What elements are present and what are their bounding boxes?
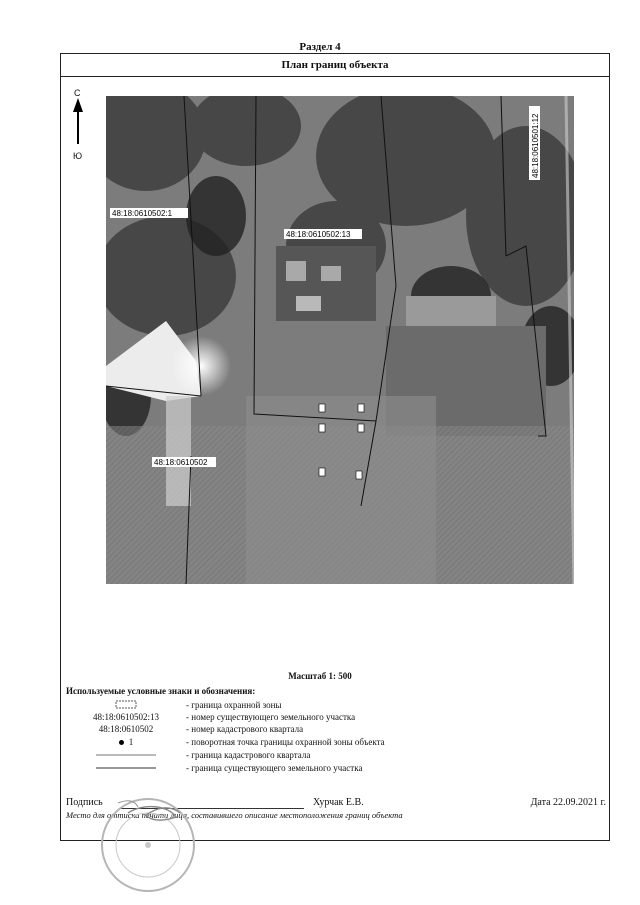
parcel-number-label: 48:18:0610502:1 bbox=[112, 209, 173, 218]
seal-stamp-icon bbox=[98, 795, 198, 895]
north-arrow-icon bbox=[70, 88, 94, 168]
legend-row bbox=[66, 737, 586, 749]
compass-south-label: Ю bbox=[73, 151, 83, 161]
scale-label: Масштаб 1: 500 bbox=[288, 671, 352, 681]
frame-header-title: План границ объекта bbox=[61, 54, 609, 77]
dot-icon bbox=[119, 740, 124, 745]
legend-row bbox=[66, 712, 586, 724]
quarter-number-label: 48:18:0610502 bbox=[154, 458, 208, 467]
turning-point-number: 1 bbox=[128, 737, 134, 747]
signer-name: Хурчак Е.В. bbox=[313, 797, 364, 808]
quarter-number-symbol: 48:18:0610502 bbox=[98, 724, 154, 734]
turning-point-symbol bbox=[66, 737, 186, 747]
zone-border-symbol bbox=[66, 700, 186, 711]
section-title: Раздел 4 bbox=[299, 41, 341, 53]
legend-desc: - поворотная точка границы охранной зоны объекта bbox=[186, 737, 385, 747]
legend-row bbox=[66, 750, 586, 762]
legend-desc: - номер существующего земельного участка bbox=[186, 712, 356, 722]
legend-desc: - граница кадастрового квартала bbox=[186, 750, 311, 760]
signature-date: Дата 22.09.2021 г. bbox=[530, 797, 606, 808]
compass-north-label: С bbox=[74, 88, 81, 98]
parcel-number-label-vertical: 48:18:0610501:12 bbox=[531, 113, 540, 178]
legend-desc: - граница охранной зоны bbox=[186, 700, 282, 710]
legend-desc: - номер кадастрового квартала bbox=[186, 724, 304, 734]
stamp-note: Место для оттиска печати лица, составившего описание местоположения границ объекта bbox=[66, 810, 403, 820]
parcel-border-symbol bbox=[66, 763, 186, 773]
parcel-number-symbol: 48:18:0610502:13 bbox=[92, 712, 159, 722]
satellite-map bbox=[106, 96, 574, 584]
signature-label: Подпись bbox=[66, 797, 103, 808]
quarter-border-symbol bbox=[66, 750, 186, 760]
legend-desc: - граница существующего земельного участка bbox=[186, 763, 363, 773]
legend-row bbox=[66, 700, 586, 712]
legend-row bbox=[66, 763, 586, 775]
parcel-number-label: 48:18:0610502:13 bbox=[286, 230, 351, 239]
legend-title: Используемые условные знаки и обозначения: bbox=[66, 686, 256, 696]
legend-row bbox=[66, 724, 586, 736]
